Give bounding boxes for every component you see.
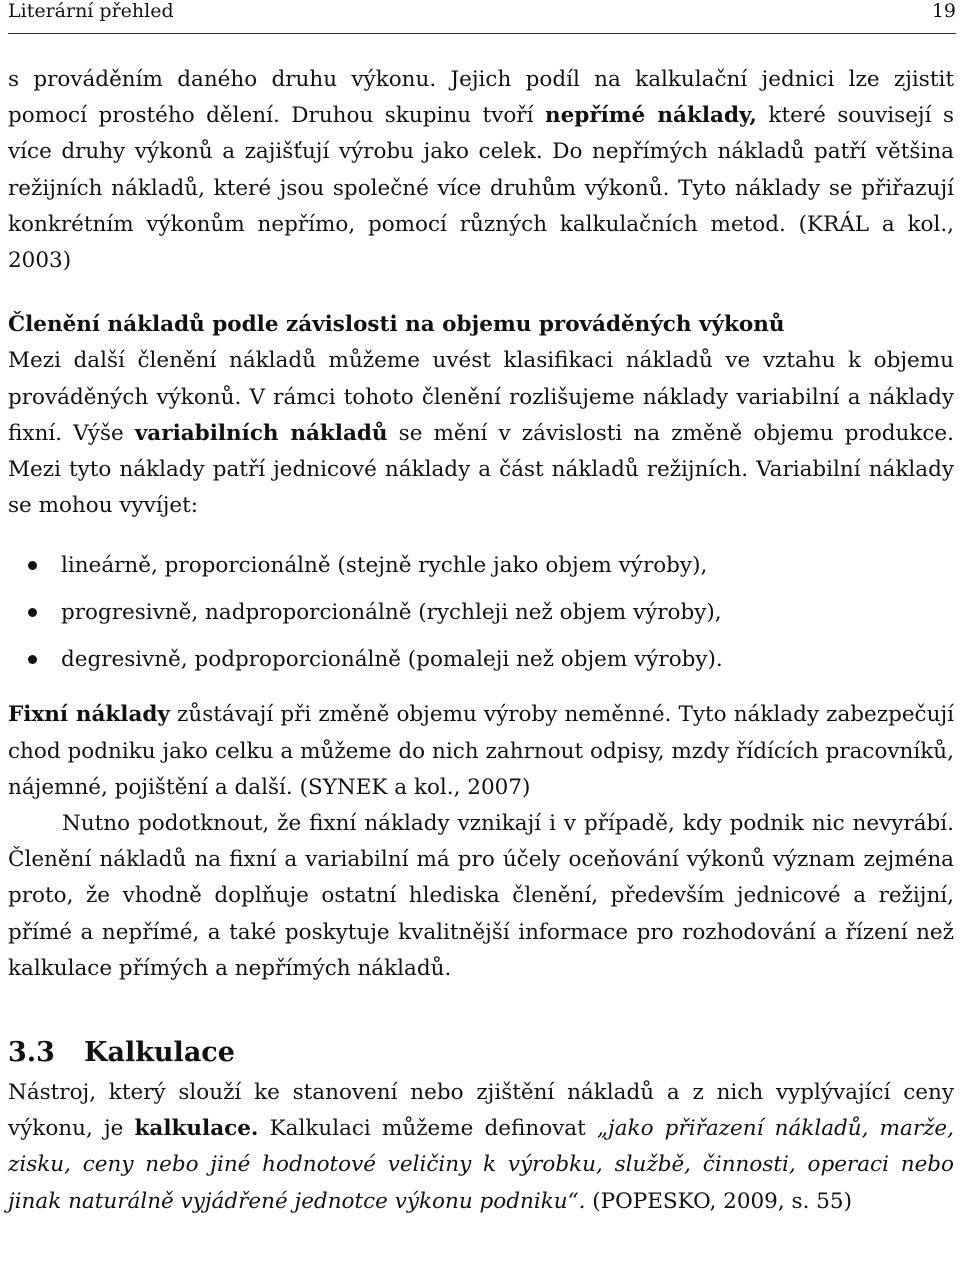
text-run: se mění v závislosti na změně objemu produkce. Mezi tyto náklady patří jednicové náklady a část nákladů režijních. Variabilní náklady se mohou vyvíjet:: [8, 420, 954, 519]
list-item: [8, 589, 954, 636]
chapter-title: Kalkulace: [84, 1037, 235, 1069]
bold-term: variabilních nákladů: [134, 420, 388, 446]
list-item: [8, 636, 954, 683]
text-run: (POPESKO, 2009, s. 55): [585, 1188, 852, 1214]
bullet-icon: [28, 561, 37, 570]
paragraph: Nutno podotknout, že fixní náklady vznikají i v případě, kdy podnik nic nevyrábí. Členění nákladů na fixní a variabilní má pro účely oceňování výkonů význam zejména proto, že vhodně doplňuje ostatní hlediska členění, především jednicové a režijní, přímé a nepřímé, a také poskytuje kvalitnější informace pro rozhodování a řízení než kalkulace přímých a nepřímých nákladů.: [8, 811, 954, 981]
chapter-number: 3.3: [8, 1037, 55, 1069]
section-heading: Členění nákladů podle závislosti na objemu prováděných výkonů: [8, 312, 785, 338]
paragraph: [8, 697, 954, 806]
italic-quote: „jako přiřazení nákladů, marže, zisku, ceny nebo jiné hodnotové veličiny k výrobku, službě, činnosti, operaci nebo jinak naturálně vyjádřené jednotce výkonu podniku“.: [8, 1116, 954, 1214]
text-run: Nástroj, který slouží ke stanovení nebo zjištění nákladů a z nich vyplývající ceny výkonu, je: [8, 1080, 954, 1142]
paragraph: [8, 1075, 954, 1220]
text-run: s prováděním daného druhu výkonu. Jejich podíl na kalkulační jednici lze zjistit pomocí prostého dělení. Druhou skupinu tvoří: [8, 67, 954, 129]
bold-term: kalkulace.: [134, 1116, 259, 1142]
text-run: Kalkulaci můžeme definovat: [258, 1116, 597, 1142]
text-run: Mezi další členění nákladů můžeme uvést klasifikaci nákladů ve vztahu k objemu prováděných výkonů. V rámci tohoto členění rozlišujeme náklady variabilní a náklady fixní. Výše: [8, 348, 954, 446]
text-run: které souvisejí s více druhy výkonů a zajišťují výrobu jako celek. Do nepřímých nákladů patří většina režijních nákladů, které jsou společné více druhům výkonů. Tyto náklady se přiřazují konkrétním výkonům nepřímo, pomocí různých kalkulačních metod. (KRÁL a kol., 2003): [8, 103, 955, 274]
running-header: [8, 0, 956, 34]
bold-term: Fixní náklady: [8, 702, 170, 728]
text-run: zůstávají při změně objemu výroby neměnné. Tyto náklady zabezpečují chod podniku jako celku a můžeme do nich zahrnout odpisy, mzdy řídících pracovníků, nájemné, pojištění a další. (SYNEK a kol., 2007): [8, 702, 954, 800]
list-item: [8, 542, 954, 589]
bullet-icon: [28, 655, 37, 664]
header-title: Literární přehled: [8, 0, 174, 22]
list-item-text: degresivně, podproporcionálně (pomaleji než objem výroby).: [61, 647, 723, 673]
page-number: 19: [931, 0, 956, 22]
bold-term: nepřímé náklady,: [544, 103, 757, 129]
bullet-list: [8, 542, 954, 683]
chapter-heading: [8, 1031, 954, 1075]
page-body: [8, 62, 954, 1220]
list-item-text: lineárně, proporcionálně (stejně rychle jako objem výroby),: [61, 553, 708, 579]
paragraph: [8, 343, 954, 524]
paragraph: [8, 62, 954, 279]
list-item-text: progresivně, nadproporcionálně (rychleji než objem výroby),: [61, 600, 722, 626]
bullet-icon: [28, 608, 37, 617]
